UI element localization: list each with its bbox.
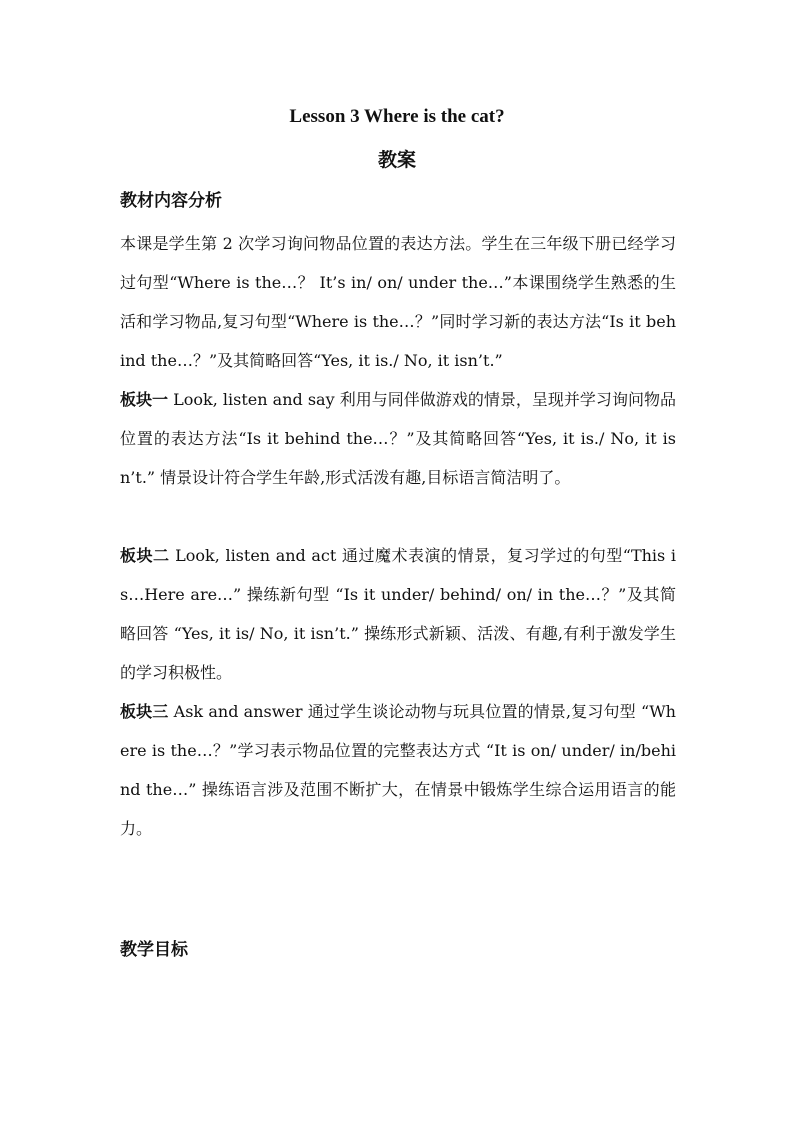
lesson-title: Lesson 3 Where is the cat?	[289, 106, 505, 127]
intro-paragraph: 本课是学生第 2 次学习询问物品位置的表达方法。学生在三年级下册已经学习过句型“Where is the…？ It’s in/ on/ under the…”本课围绕学生熟悉的生活和学习物品,复习句型“Where is the…？”同时学习新的表达方法“Is it behind the…？”及其简略回答“Yes, it is./ No, it isn’t.”	[120, 234, 676, 370]
block-one-text: Look, listen and say 利用与同伴做游戏的情景，呈现并学习询问物品位置的表达方法“Is it behind the…？”及其简略回答“Yes, it is./ No, it isn’t.” 情景设计符合学生年龄,形式活泼有趣,目标语言简洁明了。	[120, 390, 676, 487]
block-two-text: Look, listen and act 通过魔术表演的情景，复习学过的句型“This is…Here are…” 操练新句型 “Is it under/ behind/ on/ in the…？”及其简略回答 “Yes, it is/ No, it isn’t.” 操练形式新颖、活泼、有趣,有利于激发学生的学习积极性。	[120, 546, 676, 682]
block-two-label: 板块二	[120, 546, 170, 565]
block-three-label: 板块三	[120, 702, 169, 721]
block-one-paragraph	[120, 380, 676, 497]
section-heading-teaching-goals: 教学目标	[120, 940, 188, 960]
block-one-label: 板块一	[120, 390, 169, 409]
block-two-paragraph	[120, 536, 676, 692]
block-three-paragraph	[120, 692, 676, 848]
section-heading-content-analysis: 教材内容分析	[120, 191, 222, 211]
document-subtitle: 教案	[377, 149, 416, 171]
block-three-text: Ask and answer 通过学生谈论动物与玩具位置的情景,复习句型 “Where is the…？”学习表示物品位置的完整表达方式 “It is on/ under/ in/behind the…” 操练语言涉及范围不断扩大，在情景中锻炼学生综合运用语言的能力。	[120, 702, 676, 838]
